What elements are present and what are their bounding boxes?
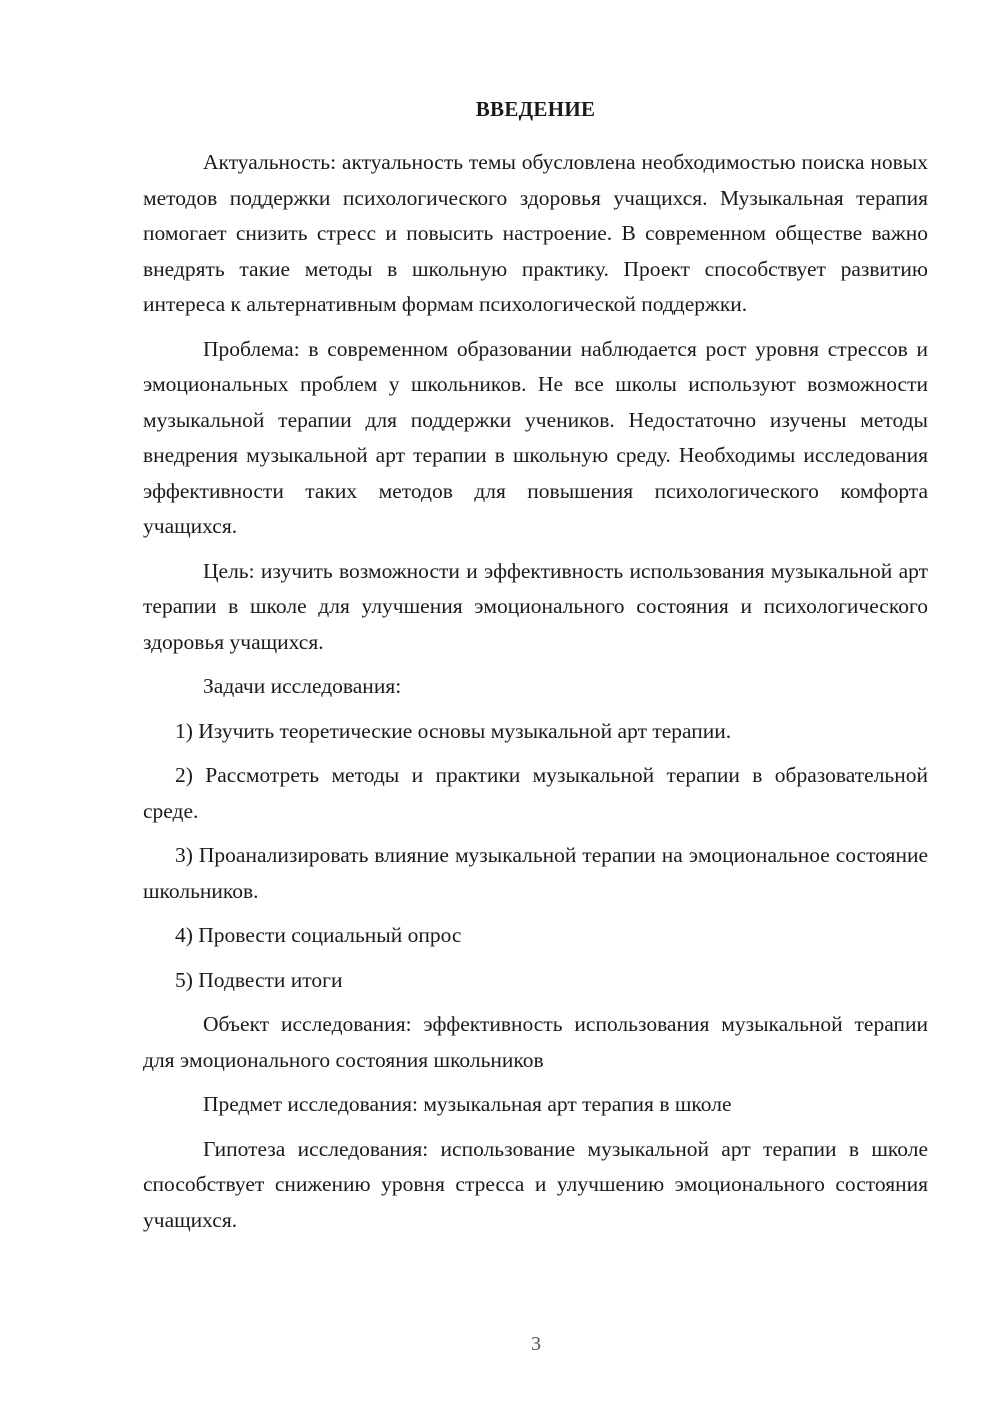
hypothesis-paragraph: Гипотеза исследования: использование музыкальной арт терапии в школе способствует снижению уровня стресса и улучшению эмоционального состояния учащихся. (143, 1136, 928, 1232)
task-item: 3) Проанализировать влияние музыкальной терапии на эмоциональное состояние школьников. (143, 843, 928, 903)
goal-paragraph: Цель: изучить возможности и эффективность использования музыкальной арт терапии в школе для улучшения эмоционального состояния и психологического здоровья учащихся. (143, 558, 928, 654)
document-page (143, 94, 928, 1247)
object-paragraph: Объект исследования: эффективность использования музыкальной терапии для эмоционального состояния школьников (143, 1012, 928, 1072)
relevance-paragraph: Актуальность: актуальность темы обусловлена необходимостью поиска новых методов поддержки психологического здоровья учащихся. Музыкальная терапия помогает снизить стресс и повысить настроение. В современном обществе важно внедрять такие методы в школьную практику. Проект способствует развитию интереса к альтернативным формам психологической поддержки. (143, 150, 928, 316)
tasks-title: Задачи исследования: (203, 674, 402, 698)
page-title: ВВЕДЕНИЕ (475, 97, 596, 121)
task-item: 1) Изучить теоретические основы музыкальной арт терапии. (175, 718, 732, 743)
task-item: 2) Рассмотреть методы и практики музыкальной терапии в образовательной среде. (143, 763, 928, 823)
task-item: 5) Подвести итоги (175, 967, 343, 992)
subject-paragraph: Предмет исследования: музыкальная арт терапия в школе (203, 1092, 732, 1116)
problem-paragraph: Проблема: в современном образовании наблюдается рост уровня стрессов и эмоциональных проблем у школьников. Не все школы используют возможности музыкальной терапии для поддержки учеников. Недостаточно изучены методы внедрения музыкальной арт терапии в школьную среду. Необходимы исследования эффективности таких методов для повышения психологического комфорта учащихся. (143, 336, 928, 538)
task-item: 4) Провести социальный опрос (175, 923, 462, 947)
page-number: 3 (531, 1333, 541, 1355)
